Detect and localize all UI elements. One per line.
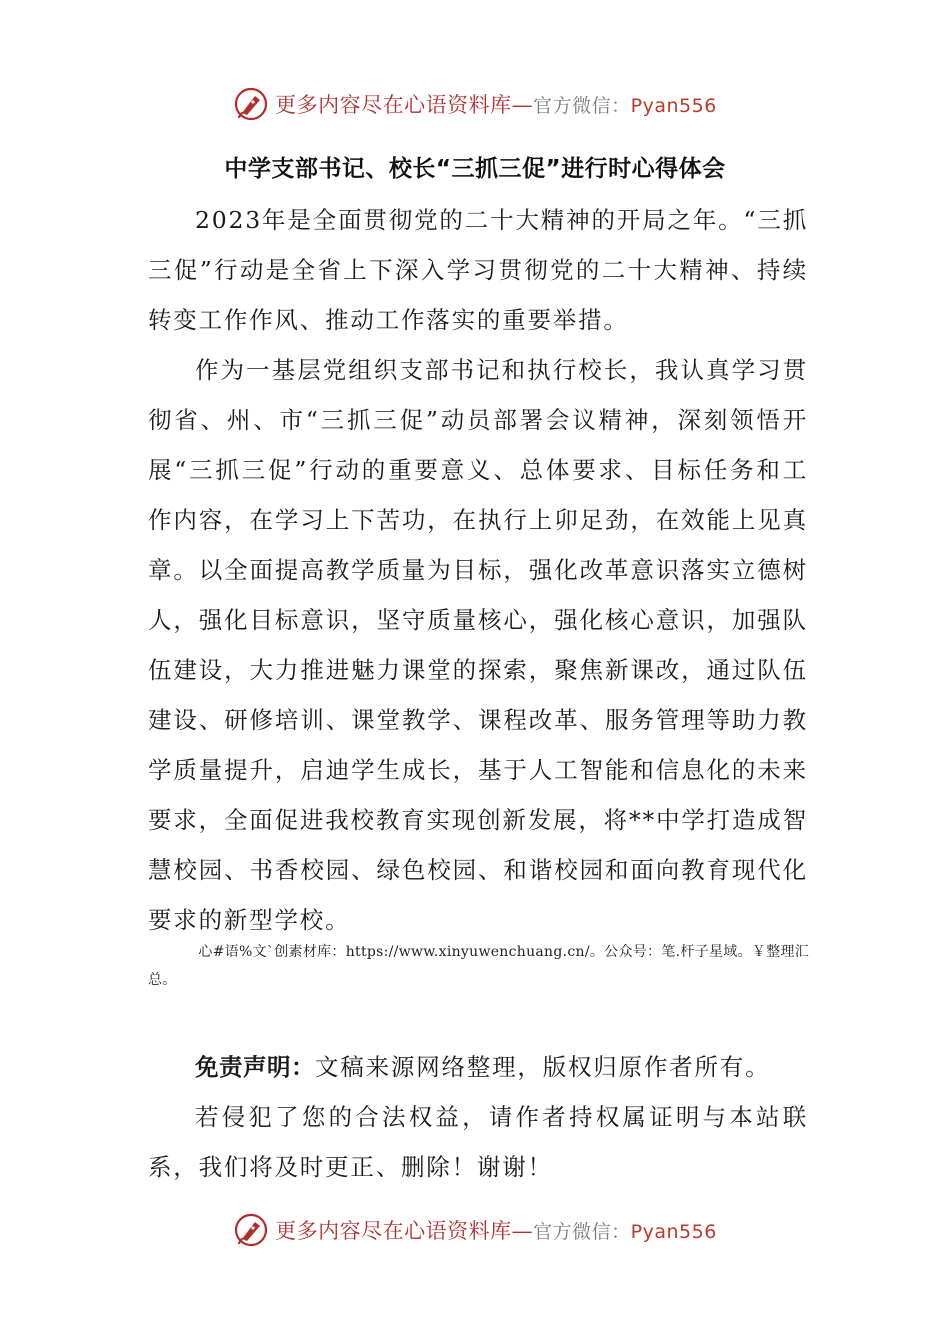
banner-site-text: 更多内容尽在心语资料库 [275,1219,512,1243]
disclaimer-line-2: 若侵犯了您的合法权益，请作者持权属证明与本站联系，我们将及时更正、删除！谢谢！ [148,1103,808,1181]
banner-text [275,89,717,119]
banner-account: Pyan556 [630,95,717,117]
document-title: 中学支部书记、校长“三抓三促”进行时心得体会 [224,156,726,182]
disclaimer-line-1 [148,1042,808,1092]
disclaimer-text-1: 文稿来源网络整理，版权归原作者所有。 [315,1053,771,1081]
pen-nib-logo-icon [233,1212,269,1248]
paragraph-1: 2023年是全面贯彻党的二十大精神的开局之年。“三抓三促”行动是全省上下深入学习贯彻党的二十大精神、持续转变工作作风、推动工作落实的重要举措。 [148,206,808,334]
paragraph-2: 作为一基层党组织支部书记和执行校长，我认真学习贯彻省、州、市“三抓三促”动员部署会议精神，深刻领悟开展“三抓三促”行动的重要意义、总体要求、目标任务和工作内容，在学习上下苦功，在执行上卯足劲，在效能上见真章。以全面提高教学质量为目标，强化改革意识落实立德树人，强化目标意识，坚守质量核心，强化核心意识，加强队伍建设，大力推进魅力课堂的探索，聚焦新课改，通过队伍建设、研修培训、课堂教学、课程改革、服务管理等助力教学质量提升，启迪学生成长，基于人工智能和信息化的未来要求，全面促进我校教育实现创新发展，将**中学打造成智慧校园、书香校园、绿色校园、和谐校园和面向教育现代化要求的新型学校。 [148,356,808,934]
banner-dash: — [511,93,534,117]
disclaimer-section [148,1042,808,1192]
banner-site-text: 更多内容尽在心语资料库 [275,93,512,117]
disclaimer-label: 免责声明： [195,1053,315,1081]
header-banner [0,84,950,124]
banner-wechat-label: 官方微信： [533,1221,631,1243]
source-note: 心#语%文`创素材库：https://www.xinyuwenchuang.cn/。公众号：笔.杆子星域。￥整理汇总。 [148,944,810,988]
banner-wechat-label: 官方微信： [533,95,631,117]
document-body [148,195,808,945]
banner-text [275,1215,717,1245]
banner-dash: — [511,1219,534,1243]
pen-nib-logo-icon [233,86,269,122]
footer-banner [0,1210,950,1250]
banner-account: Pyan556 [630,1221,717,1243]
